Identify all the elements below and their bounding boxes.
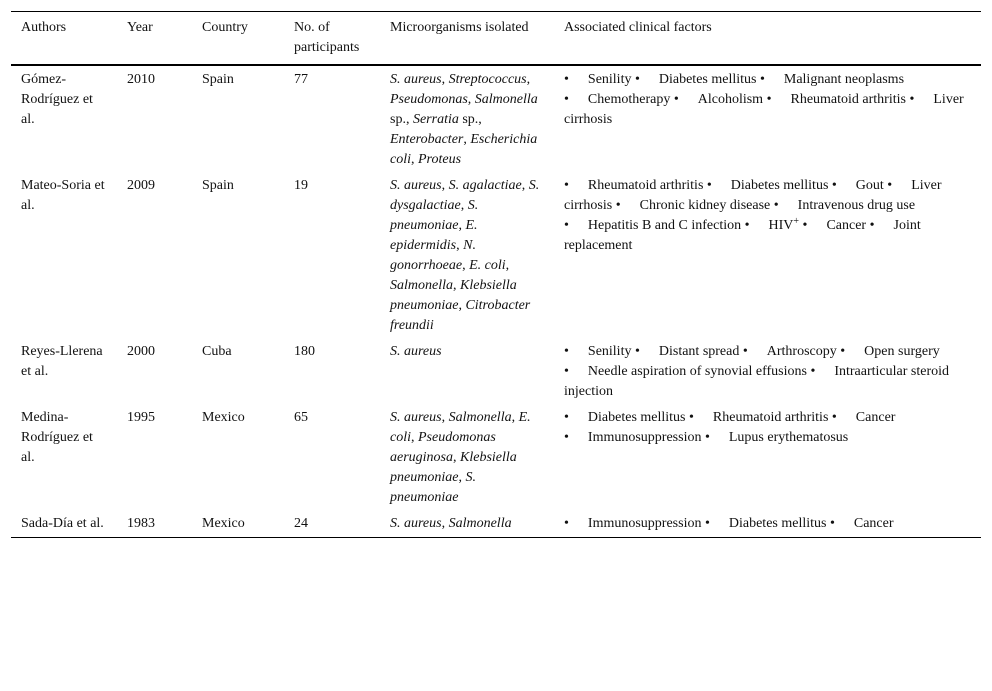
- clinical-factor-text: Intraarticular steroid injection: [564, 364, 950, 399]
- organism-name: E. coli: [390, 410, 531, 445]
- cell-year: 2000: [127, 344, 155, 359]
- cell-participants: 24: [294, 516, 308, 531]
- bullet-icon: •: [615, 198, 621, 213]
- clinical-factor-item: [743, 344, 837, 359]
- clinical-factor-item: [564, 178, 703, 193]
- clinical-factor-item: [674, 92, 763, 107]
- table-row: [11, 65, 981, 173]
- cell-author: Mateo-Soria et al.: [21, 178, 105, 213]
- organism-name: S. aureus: [390, 344, 442, 359]
- clinical-factor-text: Liver cirrhosis: [564, 178, 942, 213]
- clinical-factor-text: Hepatitis B and C infection: [587, 218, 742, 233]
- separator-text: ,: [458, 218, 466, 233]
- clinical-factor-text: Rheumatoid arthritis: [712, 410, 829, 425]
- organism-name: Pseudomonas: [390, 92, 468, 107]
- clinical-factor-text: Alcoholism: [697, 92, 764, 107]
- clinical-factor-item: [635, 344, 739, 359]
- cell-year: 1995: [127, 410, 155, 425]
- separator-text: ,: [505, 258, 510, 273]
- bullet-icon: •: [802, 218, 808, 233]
- clinical-factor-text: Intravenous drug use: [797, 198, 916, 213]
- clinical-factor-item: [745, 218, 799, 233]
- clinical-factor-item: [564, 516, 701, 531]
- organism-name: Enterobacter: [390, 132, 464, 147]
- organism-name: Pseudomonas aeruginosa: [390, 430, 496, 465]
- organism-name: S. aureus: [390, 410, 442, 425]
- clinical-factor-text: Cancer: [855, 410, 896, 425]
- clinical-factor-item: [564, 430, 701, 445]
- organism-name: S. pneumoniae: [390, 470, 476, 505]
- clinical-factor-item: [689, 410, 828, 425]
- header-participants: No. of participants: [284, 12, 380, 66]
- clinical-factor-item: [564, 72, 631, 87]
- bullet-icon: •: [759, 72, 765, 87]
- cell-year: 1983: [127, 516, 155, 531]
- cell-year: 2010: [127, 72, 155, 87]
- cell-clinical-factors: [554, 405, 981, 511]
- organism-name: Klebsiella pneumoniae: [390, 450, 517, 485]
- clinical-factor-item: [705, 516, 827, 531]
- clinical-factor-item: [564, 364, 807, 379]
- organism-name: S. aureus: [390, 516, 442, 531]
- organism-name: S. agalactiae: [448, 178, 522, 193]
- clinical-factor-item: [564, 410, 686, 425]
- bullet-icon: •: [564, 178, 569, 193]
- bullet-icon: •: [742, 344, 748, 359]
- bullet-icon: •: [887, 178, 893, 193]
- clinical-factor-item: [564, 218, 741, 233]
- clinical-factor-item: [705, 430, 848, 445]
- clinical-factor-text: Immunosuppression: [587, 430, 702, 445]
- header-year: Year: [117, 12, 192, 66]
- clinical-factor-text: Chemotherapy: [587, 92, 671, 107]
- separator-text: ,: [467, 92, 475, 107]
- bullet-icon: •: [840, 344, 846, 359]
- clinical-factor-item: [832, 178, 884, 193]
- separator-text: ,: [441, 178, 449, 193]
- separator-text: ,: [453, 278, 460, 293]
- clinical-factor-item: [564, 344, 631, 359]
- cell-participants: 19: [294, 178, 308, 193]
- clinical-factor-text: Diabetes mellitus: [658, 72, 757, 87]
- separator-text: ,: [462, 258, 470, 273]
- clinical-factor-text: Gout: [855, 178, 884, 193]
- bullet-icon: •: [564, 410, 569, 425]
- clinical-factor-item: [767, 92, 906, 107]
- cell-author: Reyes-Llerena et al.: [21, 344, 103, 379]
- cell-microorganisms: [380, 405, 554, 511]
- clinical-factor-item: [803, 218, 867, 233]
- clinical-factor-item: [832, 410, 896, 425]
- bullet-icon: •: [634, 72, 640, 87]
- separator-text: ,: [458, 298, 466, 313]
- organism-name: Salmonella: [448, 410, 512, 425]
- clinical-factor-text: Malignant neoplasms: [783, 72, 905, 87]
- separator-text: ,: [411, 152, 418, 167]
- bullet-icon: •: [564, 344, 569, 359]
- separator-text: ,: [411, 430, 418, 445]
- cell-microorganisms: [380, 339, 554, 405]
- bullet-icon: •: [810, 364, 816, 379]
- cell-microorganisms: [380, 65, 554, 173]
- organism-name: N. gonorrhoeae: [390, 238, 476, 273]
- table-row: [11, 511, 981, 538]
- header-row: [11, 12, 981, 66]
- header-microorganisms: Microorganisms isolated: [380, 12, 554, 66]
- bullet-icon: •: [829, 516, 835, 531]
- clinical-factor-text: Distant spread: [658, 344, 740, 359]
- cell-country: Mexico: [202, 516, 245, 531]
- cell-clinical-factors: [554, 65, 981, 173]
- bullet-icon: •: [564, 72, 569, 87]
- cell-year: 2009: [127, 178, 155, 193]
- clinical-factor-text: Chronic kidney disease: [639, 198, 771, 213]
- separator-text: ,: [456, 238, 464, 253]
- clinical-factor-text: Needle aspiration of synovial effusions: [587, 364, 807, 379]
- organism-name: Salmonella: [390, 278, 453, 293]
- clinical-factor-item: [707, 178, 829, 193]
- separator-text: ,: [511, 410, 519, 425]
- header-country: Country: [192, 12, 284, 66]
- table-body: [11, 65, 981, 538]
- bullet-icon: •: [744, 218, 750, 233]
- cell-country: Cuba: [202, 344, 232, 359]
- cell-author: Medina-Rodríguez et al.: [21, 410, 93, 465]
- organism-name: Serratia: [412, 112, 459, 127]
- bullet-icon: •: [564, 92, 569, 107]
- organism-name: Citrobacter freundii: [390, 298, 531, 333]
- cell-participants: 77: [294, 72, 308, 87]
- table-row: [11, 405, 981, 511]
- cell-participants: 180: [294, 344, 315, 359]
- bullet-icon: •: [564, 516, 569, 531]
- separator-text: ,: [453, 450, 460, 465]
- organism-name: Salmonella: [448, 516, 512, 531]
- organism-name: S. pneumoniae: [390, 198, 479, 233]
- clinical-factor-text: Diabetes mellitus: [587, 410, 686, 425]
- organism-name: S. aureus: [390, 72, 442, 87]
- clinical-factor-item: [635, 72, 757, 87]
- separator-text: ,: [460, 198, 468, 213]
- bullet-icon: •: [704, 516, 710, 531]
- organism-name: Escherichia coli: [390, 132, 538, 167]
- cell-author: Gómez-Rodríguez et al.: [21, 72, 93, 127]
- clinical-factor-text: Arthroscopy: [766, 344, 837, 359]
- clinical-factor-item: [830, 516, 894, 531]
- clinical-factor-text: Rheumatoid arthritis: [587, 178, 704, 193]
- bullet-icon: •: [869, 218, 875, 233]
- organism-name: E. epidermidis: [390, 218, 478, 253]
- cell-microorganisms: [380, 173, 554, 339]
- bullet-icon: •: [673, 92, 679, 107]
- organism-name: Salmonella: [474, 92, 538, 107]
- clinical-factor-text: Liver cirrhosis: [564, 92, 964, 127]
- separator-text: ,: [521, 178, 529, 193]
- cell-author: Sada-Día et al.: [21, 516, 104, 531]
- clinical-factor-text: Immunosuppression: [587, 516, 702, 531]
- cell-country: Mexico: [202, 410, 245, 425]
- clinical-factor-text: Lupus erythematosus: [728, 430, 849, 445]
- separator-text: ,: [463, 132, 471, 147]
- bullet-icon: •: [634, 344, 640, 359]
- bullet-icon: •: [831, 410, 837, 425]
- bullet-icon: •: [564, 430, 569, 445]
- cell-microorganisms: [380, 511, 554, 538]
- clinical-factor-text: Rheumatoid arthritis: [790, 92, 906, 107]
- clinical-factor-text: Senility: [587, 344, 632, 359]
- bullet-icon: •: [706, 178, 712, 193]
- separator-text: ,: [441, 72, 449, 87]
- studies-table: [11, 11, 981, 538]
- organism-name: Proteus: [418, 152, 462, 167]
- clinical-factor-text: Cancer: [826, 218, 867, 233]
- clinical-factor-text: Joint replacement: [564, 218, 921, 253]
- cell-participants: 65: [294, 410, 308, 425]
- table-row: [11, 173, 981, 339]
- clinical-factor-item: [760, 72, 904, 87]
- clinical-factor-text: Diabetes mellitus: [730, 178, 829, 193]
- separator-text: ,: [458, 470, 466, 485]
- header-authors: Authors: [11, 12, 117, 66]
- clinical-factor-text: Senility: [587, 72, 632, 87]
- separator-text: sp.,: [458, 112, 482, 127]
- organism-name: E. coli: [469, 258, 506, 273]
- organism-name: Klebsiella pneumoniae: [390, 278, 517, 313]
- clinical-factor-item: [616, 198, 771, 213]
- bullet-icon: •: [909, 92, 915, 107]
- clinical-factor-item: [774, 198, 915, 213]
- clinical-factor-text: Cancer: [853, 516, 894, 531]
- clinical-factor-text: Open surgery: [864, 344, 940, 359]
- bullet-icon: •: [831, 178, 837, 193]
- bullet-icon: •: [564, 218, 569, 233]
- organism-name: S. aureus: [390, 178, 442, 193]
- organism-name: S. dysgalactiae: [390, 178, 540, 213]
- studies-table-container: [11, 11, 981, 538]
- bullet-icon: •: [704, 430, 710, 445]
- cell-country: Spain: [202, 178, 234, 193]
- clinical-factor-item: [564, 92, 670, 107]
- bullet-icon: •: [766, 92, 772, 107]
- bullet-icon: •: [564, 364, 569, 379]
- bullet-icon: •: [773, 198, 779, 213]
- organism-name: Streptococcus: [448, 72, 527, 87]
- clinical-factor-text: Diabetes mellitus: [728, 516, 827, 531]
- bullet-icon: •: [689, 410, 694, 425]
- cell-clinical-factors: [554, 339, 981, 405]
- cell-country: Spain: [202, 72, 234, 87]
- separator-text: ,: [526, 72, 531, 87]
- separator-text: ,: [441, 410, 449, 425]
- clinical-factor-text: HIV+: [768, 216, 800, 233]
- separator-text: sp.,: [390, 112, 413, 127]
- cell-clinical-factors: [554, 173, 981, 339]
- header-clinical-factors: Associated clinical factors: [554, 12, 981, 66]
- clinical-factor-item: [840, 344, 939, 359]
- table-row: [11, 339, 981, 405]
- cell-clinical-factors: [554, 511, 981, 538]
- separator-text: ,: [441, 516, 449, 531]
